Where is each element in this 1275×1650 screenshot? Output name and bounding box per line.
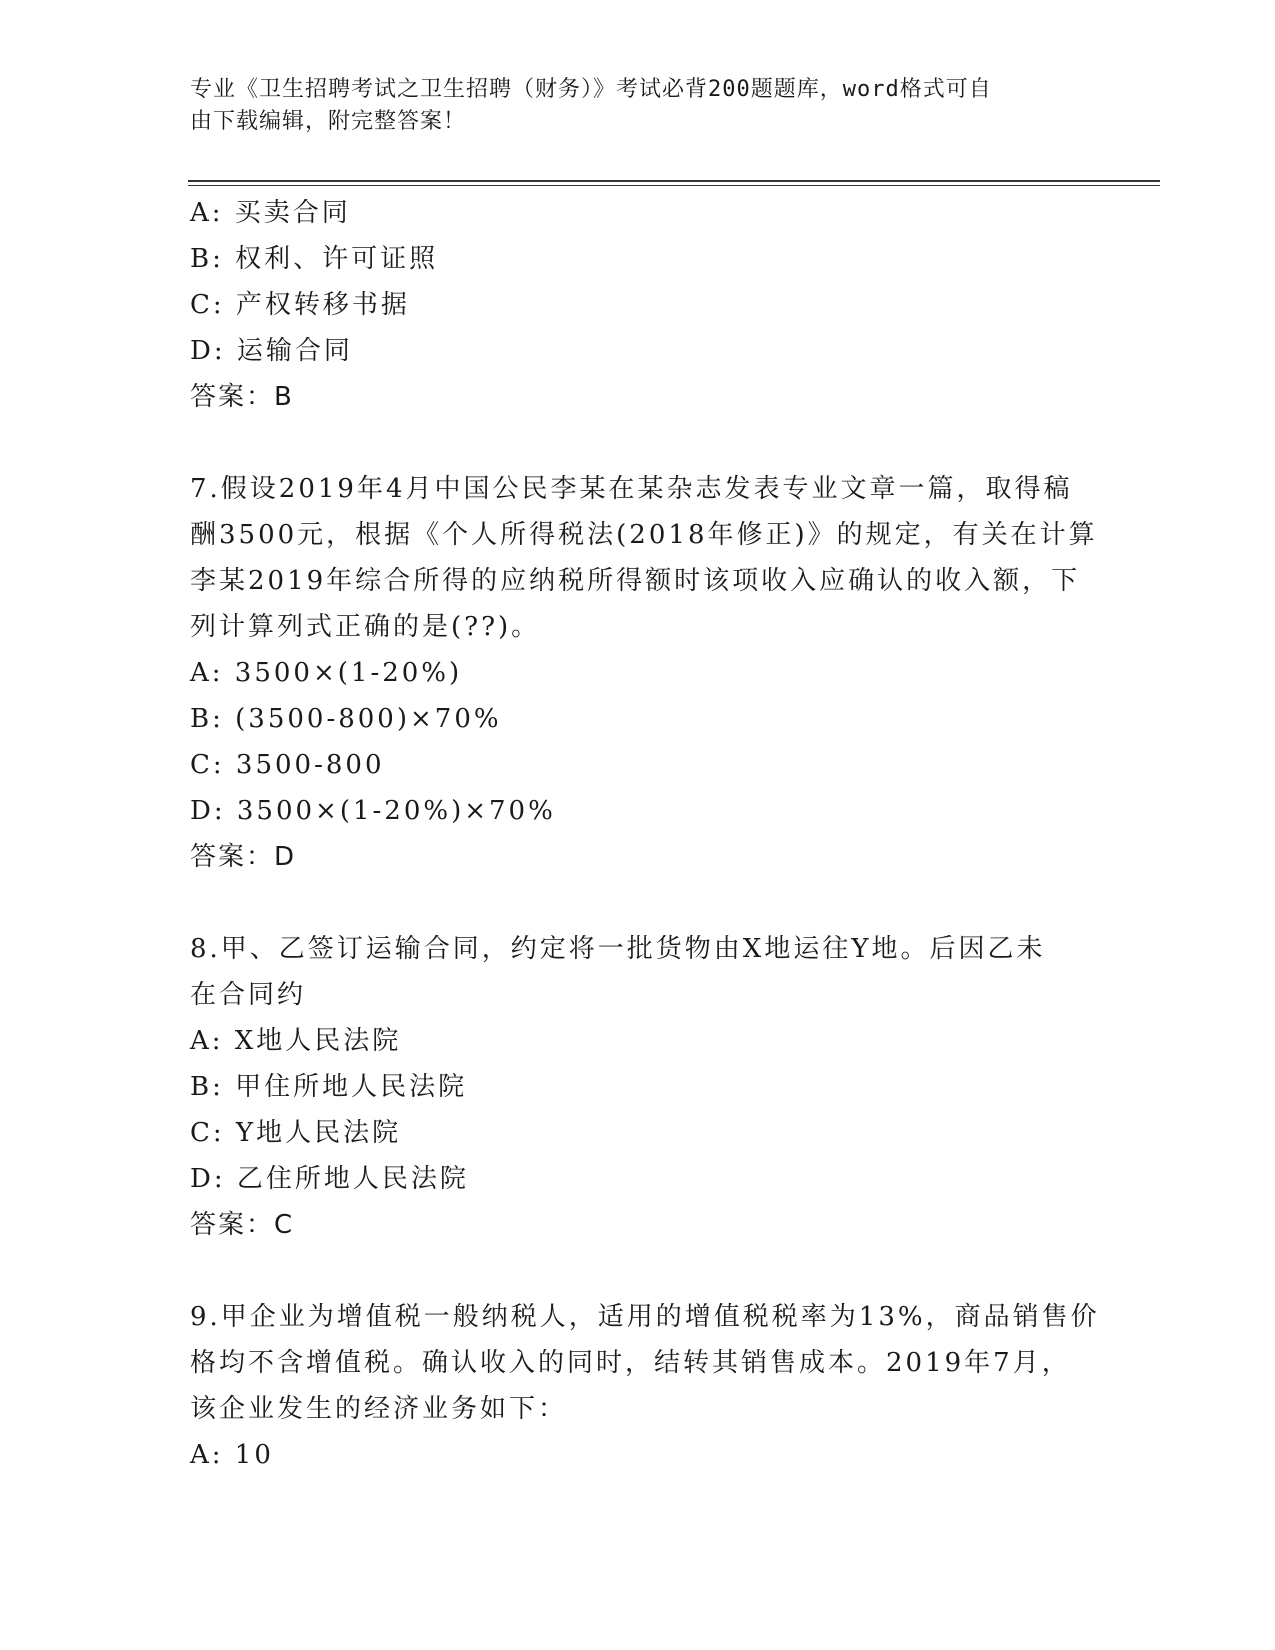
document-body xyxy=(190,190,1100,1478)
spacer xyxy=(190,1248,1090,1294)
option-c: C: 3500-800 xyxy=(190,750,385,780)
question-7-text-line-3: 李某2019年综合所得的应纳税所得额时该项收入应确认的收入额，下 xyxy=(190,566,1081,596)
question-6-block xyxy=(190,190,1090,420)
option-c: C: Y地人民法院 xyxy=(190,1118,402,1148)
option-b: B: (3500-800)×70% xyxy=(190,704,502,734)
option-b: B: 权利、许可证照 xyxy=(190,244,439,274)
question-8-block xyxy=(190,926,1090,1248)
option-a: A: 买卖合同 xyxy=(190,198,351,228)
spacer xyxy=(190,420,1090,466)
question-7-text-line-1: 7.假设2019年4月中国公民李某在某杂志发表专业文章一篇，取得稿 xyxy=(190,474,1073,504)
answer-line: 答案：B xyxy=(190,382,294,412)
question-7-text-line-4: 列计算列式正确的是(??)。 xyxy=(190,612,541,642)
document-header xyxy=(190,74,1070,138)
header-line-1: 专业《卫生招聘考试之卫生招聘（财务）》考试必背200题题库，word格式可自 xyxy=(190,77,992,102)
answer-line: 答案：D xyxy=(190,842,297,872)
question-9-text-line-3: 该企业发生的经济业务如下： xyxy=(190,1394,568,1424)
question-8-text-line-2: 在合同约 xyxy=(190,980,307,1010)
option-a: A: 10 xyxy=(190,1440,274,1470)
question-9-text-line-2: 格均不含增值税。确认收入的同时，结转其销售成本。2019年7月， xyxy=(190,1348,1071,1378)
question-7-block xyxy=(190,466,1098,880)
spacer xyxy=(190,880,1090,926)
option-a: A: 3500×(1-20%) xyxy=(190,658,463,688)
question-9-text-line-1: 9.甲企业为增值税一般纳税人，适用的增值税税率为13%，商品销售价 xyxy=(190,1302,1100,1332)
option-d: D: 3500×(1-20%)×70% xyxy=(190,796,556,826)
option-d: D: 运输合同 xyxy=(190,336,353,366)
header-divider-thin xyxy=(188,185,1160,186)
question-8-text-line-1: 8.甲、乙签订运输合同，约定将一批货物由X地运往Y地。后因乙未 xyxy=(190,934,1046,964)
option-d: D: 乙住所地人民法院 xyxy=(190,1164,469,1194)
header-line-2: 由下载编辑，附完整答案！ xyxy=(190,109,467,134)
question-7-text-line-2: 酬3500元，根据《个人所得税法(2018年修正)》的规定，有关在计算 xyxy=(190,520,1098,550)
option-a: A: X地人民法院 xyxy=(190,1026,402,1056)
option-c: C: 产权转移书据 xyxy=(190,290,410,320)
header-divider-thick xyxy=(188,180,1160,182)
answer-line: 答案：C xyxy=(190,1210,295,1240)
question-9-block xyxy=(190,1294,1100,1478)
option-b: B: 甲住所地人民法院 xyxy=(190,1072,468,1102)
